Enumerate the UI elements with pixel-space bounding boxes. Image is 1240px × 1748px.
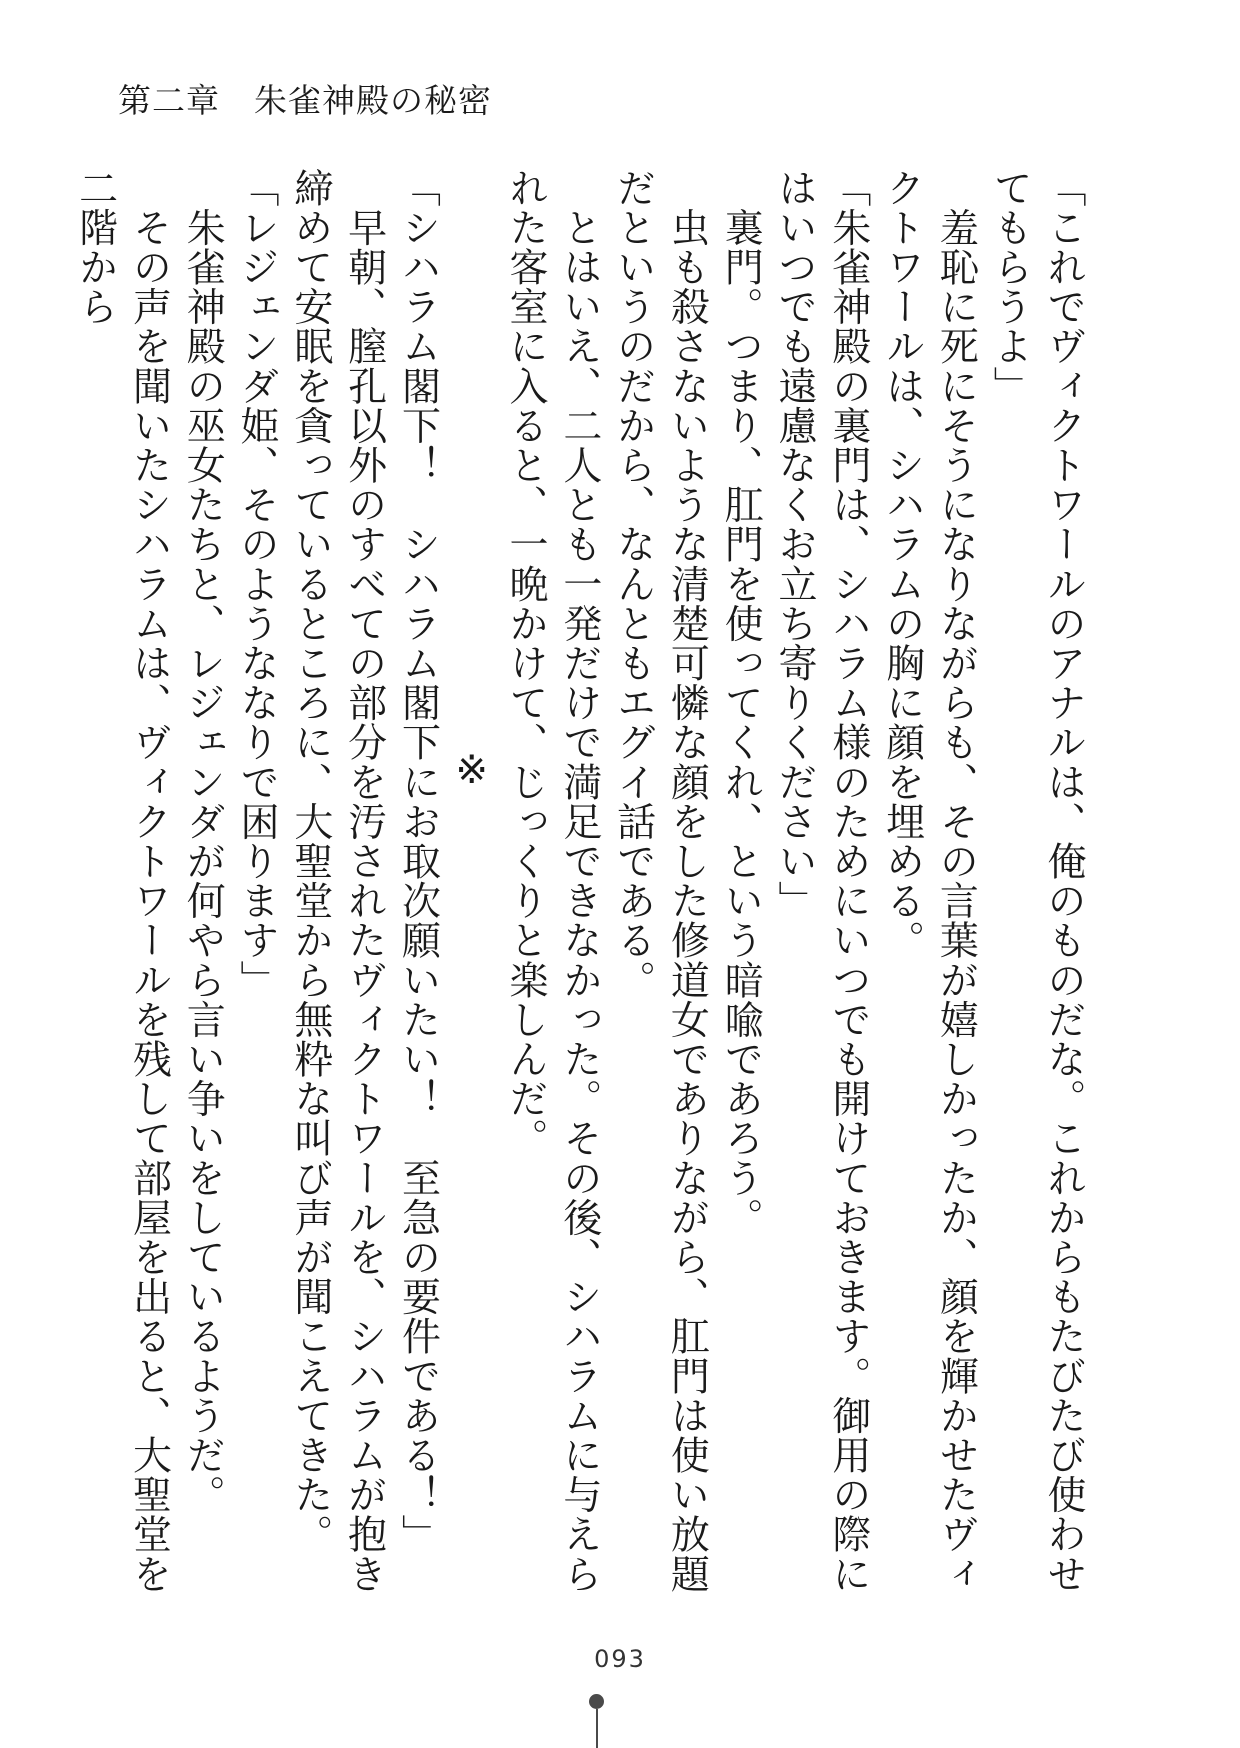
- chapter-header: 第二章 朱雀神殿の秘密: [118, 81, 492, 120]
- paragraph: 裏門。つまり、肛門を使ってくれ、という暗喩であろう。: [718, 168, 764, 1238]
- page-marker-dot: [589, 1694, 604, 1709]
- paragraph: 早朝、膣孔以外のすべての部分を汚されたヴィクトワールを、シハラムが抱き締めて安眠を貪っているところに、大聖堂から無粋な叫び声が聞こえてきた。: [287, 168, 387, 1594]
- paragraph: とはいえ、二人とも一発だけで満足できなかった。その後、シハラムに与えられた客室に入ると、一晩かけて、じっくりと楽しんだ。: [503, 168, 602, 1594]
- paragraph: その声を聞いたシハラムは、ヴィクトワールを残して部屋を出ると、大聖堂を二階から: [72, 168, 172, 1594]
- paragraph: 「これでヴィクトワールのアナルは、俺のものだな。これからもたびたび使わせてもらうよ」: [987, 168, 1086, 1594]
- body-text: [72, 168, 1090, 1608]
- page-marker-line: [596, 1709, 598, 1748]
- paragraph: 朱雀神殿の巫女たちと、レジェンダが何やら言い争いをしているようだ。: [180, 168, 226, 1515]
- paragraph: 「レジェンダ姫、そのようななりで困ります」: [234, 168, 280, 1000]
- paragraph: 「シハラム閣下！ シハラム閣下にお取次願いたい！ 至急の要件である！」: [395, 168, 441, 1554]
- paragraph: 虫も殺さないような清楚可憐な顔をした修道女でありながら、肛門は使い放題だというのだから、なんともエグイ話である。: [610, 168, 710, 1594]
- paragraph: 羞恥に死にそうになりながらも、その言葉が嬉しかったか、顔を輝かせたヴィクトワールは、シハラムの胸に顔を埋める。: [879, 168, 979, 1594]
- page-number: 093: [594, 1645, 646, 1673]
- scene-separator: ※: [449, 748, 495, 794]
- paragraph: 「朱雀神殿の裏門は、シハラム様のためにいつでも開けておきます。御用の際にはいつでも遠慮なくお立ち寄りください」: [772, 168, 871, 1594]
